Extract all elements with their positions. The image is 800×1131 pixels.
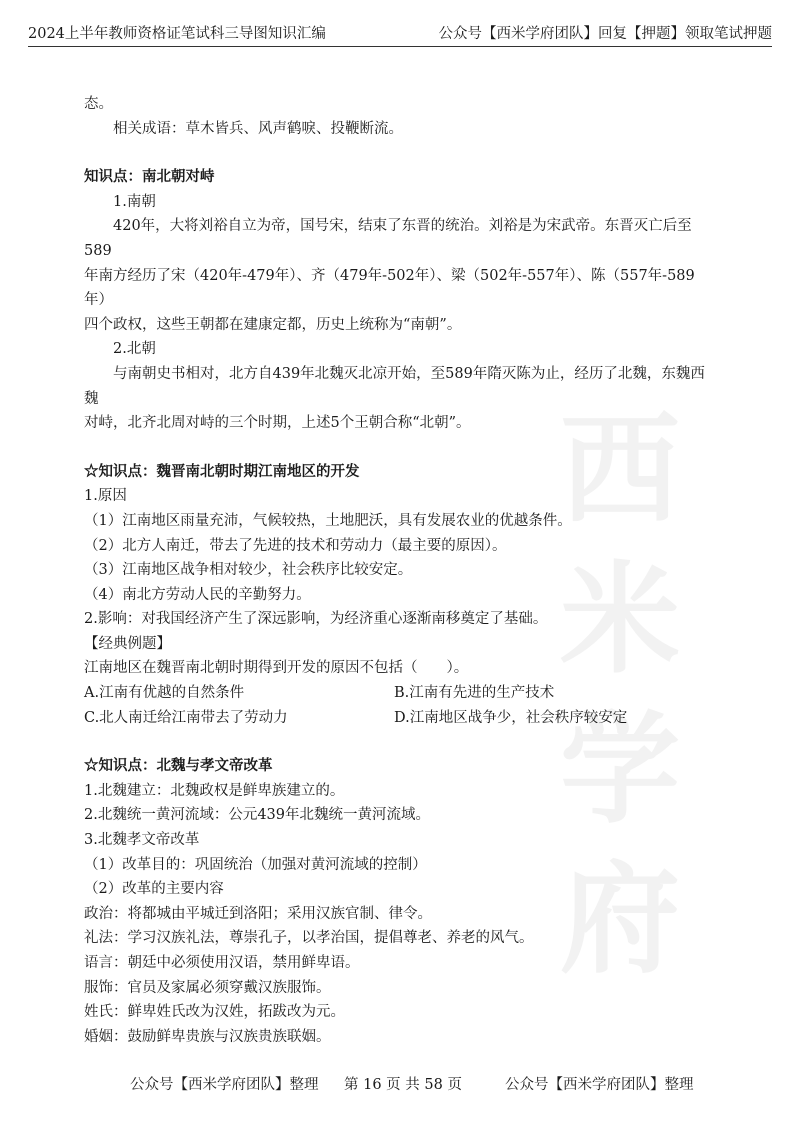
- list-item: 2.北魏统一黄河流域：公元439年北魏统一黄河流域。: [84, 807, 431, 824]
- page-number: 第 16 页 共 58 页: [344, 1077, 462, 1093]
- list-item: 语言：朝廷中必须使用汉语，禁用鲜卑语。: [84, 955, 360, 971]
- page-header: [28, 20, 772, 47]
- list-item: （2）改革的主要内容: [84, 881, 224, 898]
- section-xiaowen-reform: [84, 754, 716, 1049]
- section-north-south-dynasties: [84, 165, 716, 436]
- related-idioms: 相关成语：草木皆兵、风声鹤唳、投鞭断流。: [113, 120, 403, 137]
- paragraph-line: 对峙，北齐北周对峙的三个时期，上述5个王朝合称“北朝”。: [84, 415, 471, 432]
- document-body: [84, 92, 716, 1049]
- list-item: （2）北方人南迁，带去了先进的技术和劳动力（最主要的原因）。: [84, 537, 507, 554]
- options-row: [84, 681, 716, 706]
- watermark-logo: 西米 学府: [560, 399, 680, 990]
- list-item: 服饰：官员及家属必须穿戴汉族服饰。: [84, 979, 331, 996]
- footer-credit-left: 公众号【西米学府团队】整理: [130, 1077, 319, 1093]
- paragraph-line: 与南朝史书相对，北方自439年北魏灭北凉开始，至589年隋灭陈为止，经历了北魏，东魏西魏: [84, 365, 705, 407]
- list-item: （4）南北方劳动人民的辛勤努力。: [84, 586, 311, 603]
- header-title: 2024上半年教师资格证笔试科三导图知识汇编: [28, 26, 326, 42]
- option-b: B.江南有先进的生产技术: [394, 685, 555, 702]
- list-item: 政治：将都城由平城迁到洛阳；采用汉族官制、律令。: [84, 905, 432, 922]
- continued-text: 态。: [84, 96, 113, 112]
- section-title: ☆知识点：魏晋南北朝时期江南地区的开发: [84, 462, 360, 480]
- paragraph-line: 年南方经历了宋（420年-479年）、齐（479年-502年）、梁（502年-557年）、陈（557年-589年）: [84, 267, 695, 309]
- example-heading: 【经典例题】: [84, 635, 171, 652]
- list-item: 礼法：学习汉族礼法，尊崇孔子，以孝治国，提倡尊老、养老的风气。: [84, 930, 534, 947]
- paragraph-line: 四个政权，这些王朝都在建康定都，历史上统称为“南朝”。: [84, 316, 462, 333]
- list-item: （1）江南地区雨量充沛，气候较热，土地肥沃，具有发展农业的优越条件。: [84, 512, 572, 529]
- list-item: 3.北魏孝文帝改革: [84, 832, 200, 849]
- subheading-southern: 1.南朝: [113, 193, 156, 210]
- section-title: ☆知识点：北魏与孝文帝改革: [84, 757, 273, 775]
- list-item: 姓氏：鲜卑姓氏改为汉姓，拓跋改为元。: [84, 1004, 345, 1021]
- list-heading: 1.原因: [84, 488, 127, 505]
- option-c: C.北人南迁给江南带去了劳动力: [84, 709, 288, 726]
- options-row: [84, 706, 716, 731]
- section-title: 知识点：南北朝对峙: [84, 168, 215, 186]
- footer-credit-right: 公众号【西米学府团队】整理: [505, 1077, 694, 1093]
- option-d: D.江南地区战争少，社会秩序较安定: [394, 709, 628, 726]
- list-item: 1.北魏建立：北魏政权是鲜卑族建立的。: [84, 782, 345, 799]
- subheading-northern: 2.北朝: [113, 341, 156, 358]
- section-jiangnan-development: [84, 460, 716, 731]
- list-item: （1）改革目的：巩固统治（加强对黄河流域的控制）: [84, 856, 427, 873]
- question-text: 江南地区在魏晋南北朝时期得到开发的原因不包括（ ）。: [84, 660, 469, 677]
- list-heading: 2.影响：对我国经济产生了深远影响，为经济重心逐渐南移奠定了基础。: [84, 611, 548, 628]
- header-promo: 公众号【西米学府团队】回复【押题】领取笔试押题: [438, 26, 772, 42]
- list-item: 婚姻：鼓励鲜卑贵族与汉族贵族联姻。: [84, 1028, 331, 1045]
- paragraph-line: 420年，大将刘裕自立为帝，国号宋，结束了东晋的统治。刘裕是为宋武帝。东晋灭亡后至589: [84, 218, 692, 259]
- option-a: A.江南有优越的自然条件: [84, 685, 245, 702]
- list-item: （3）江南地区战争相对较少，社会秩序比较安定。: [84, 562, 413, 579]
